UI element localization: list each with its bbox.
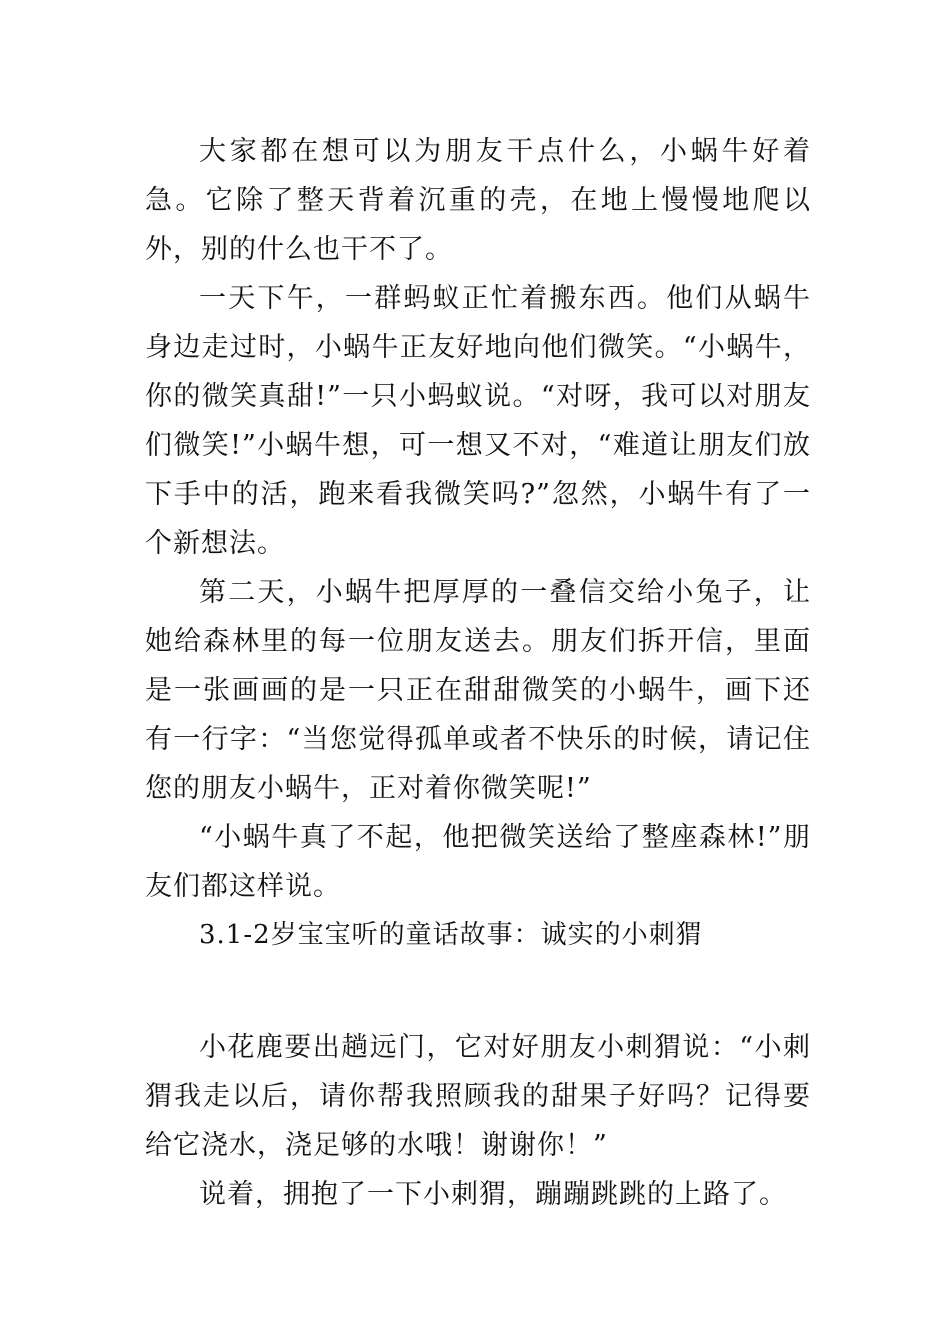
story-snail [145,127,811,960]
story-hedgehog [145,1023,811,1219]
paragraph-4: “小蜗牛真了不起，他把微笑送给了整座森林!”朋友们都这样说。 [145,822,811,902]
paragraph-1: 大家都在想可以为朋友干点什么，小蜗牛好着急。它除了整天背着沉重的壳，在地上慢慢地爬以外，别的什么也干不了。 [145,136,811,265]
paragraph-5: 小花鹿要出趟远门，它对好朋友小刺猬说：“小刺猬我走以后，请你帮我照顾我的甜果子好吗？记得要给它浇水，浇足够的水哦！谢谢你！” [145,1032,811,1161]
paragraph-3: 第二天，小蜗牛把厚厚的一叠信交给小兔子，让她给森林里的每一位朋友送去。朋友们拆开信，里面是一张画画的是一只正在甜甜微笑的小蜗牛，画下还有一行字：“当您觉得孤单或者不快乐的时候，请记住您的朋友小蜗牛，正对着你微笑呢!” [145,577,811,804]
paragraph-2: 一天下午，一群蚂蚁正忙着搬东西。他们从蜗牛身边走过时，小蜗牛正友好地向他们微笑。“小蜗牛，你的微笑真甜!”一只小蚂蚁说。“对呀，我可以对朋友们微笑!”小蜗牛想，可一想又不对，“难道让朋友们放下手中的活，跑来看我微笑吗?”忽然，小蜗牛有了一个新想法。 [145,283,811,559]
section-heading: 3.1-2岁宝宝听的童话故事：诚实的小刺猬 [199,920,703,950]
paragraph-6: 说着，拥抱了一下小刺猬，蹦蹦跳跳的上路了。 [199,1179,787,1210]
